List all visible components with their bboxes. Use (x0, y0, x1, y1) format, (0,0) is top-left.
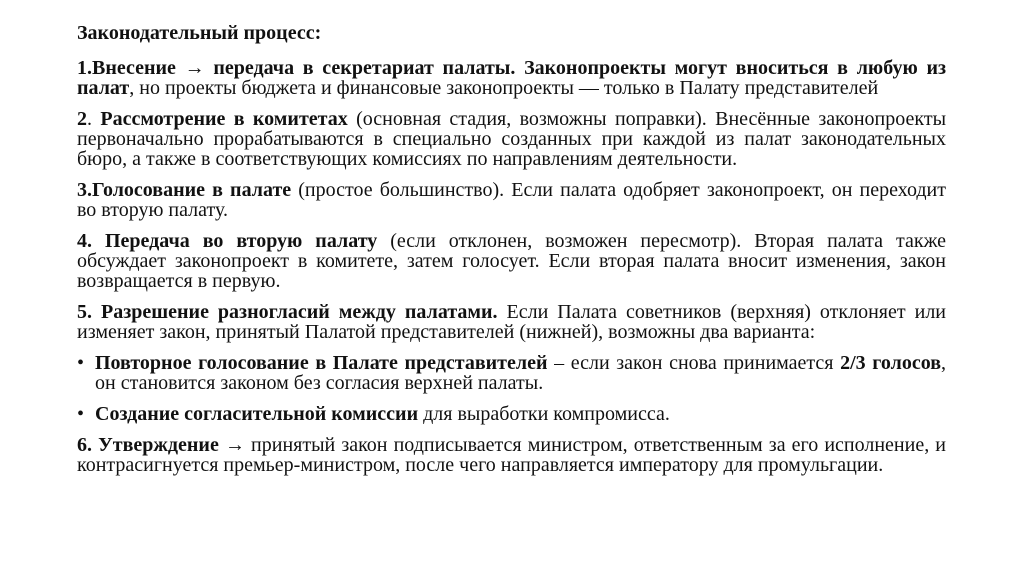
step-3-heading: Голосование в палате (92, 179, 292, 201)
bullet-revote-text-1: – если закон снова принимается (547, 352, 841, 374)
bullet-item-commission (77, 404, 946, 424)
bullet-revote-majority: 2/3 голосов (840, 352, 942, 374)
bullet-commission-text (95, 404, 946, 424)
bullet-revote-text-2: , он становится законом без согласия верхней палаты. (95, 352, 947, 394)
step-2-number: 2 (77, 108, 87, 130)
bullet-marker: • (77, 352, 85, 374)
step-1-heading: Внесение → передача в секретариат палаты. Законопроекты могут вноситься в любую из палат (77, 57, 946, 99)
step-6-paragraph (77, 435, 946, 475)
step-2-heading: Рассмотрение в комитетах (100, 108, 348, 130)
step-6-heading: Утверждение (98, 434, 219, 456)
step-5-text: Если Палата советников (верхняя) отклоняет или изменяет закон, принятый Палатой представителей (нижней), возможны два варианта: (77, 301, 946, 343)
bullet-commission-text-1: для выработки компромисса. (418, 403, 670, 425)
bullet-commission-heading: Создание согласительной комиссии (95, 403, 419, 425)
step-4-paragraph (77, 231, 946, 291)
step-4-heading: Передача во вторую палату (104, 230, 378, 252)
bullet-revote-text (95, 353, 946, 393)
step-1-paragraph (77, 58, 946, 98)
bullet-item-revote (77, 353, 946, 393)
step-5-heading: Разрешение разногласий между палатами. (101, 301, 498, 323)
document-title: Законодательный процесс: (77, 22, 322, 44)
step-5-paragraph (77, 302, 946, 342)
step-2-separator: . (87, 108, 101, 130)
step-6-text: → принятый закон подписывается министром, ответственным за его исполнение, и контрасигнуется премьер-министром, после чего направляется императору для промульгации. (77, 434, 947, 476)
step-2-paragraph (77, 109, 946, 169)
step-1-number: 1. (77, 57, 92, 79)
step-1-text: , но проекты бюджета и финансовые законопроекты — только в Палату представителей (129, 77, 879, 99)
step-5-number: 5. (77, 301, 101, 323)
step-4-number: 4. (77, 230, 105, 252)
bullet-revote-heading: Повторное голосование в Палате представителей (95, 352, 548, 374)
step-3-text: (простое большинство). Если палата одобряет законопроект, он переходит во вторую палату. (77, 179, 946, 221)
step-3-number: 3. (77, 179, 92, 201)
step-2-text: (основная стадия, возможны поправки). Внесённые законопроекты первоначально прорабатываются в специально созданных при каждой из палат законодательных бюро, а также в соответствующих комиссиях по направлениям деятельности. (77, 108, 947, 170)
step-4-text: (если отклонен, возможен пересмотр). Вторая палата также обсуждает законопроект в комитете, затем голосует. Если вторая палата вносит изменения, закон возвращается в первую. (77, 230, 947, 292)
step-3-paragraph (77, 180, 946, 220)
step-6-number: 6. (77, 434, 99, 456)
bullet-marker: • (77, 403, 85, 425)
